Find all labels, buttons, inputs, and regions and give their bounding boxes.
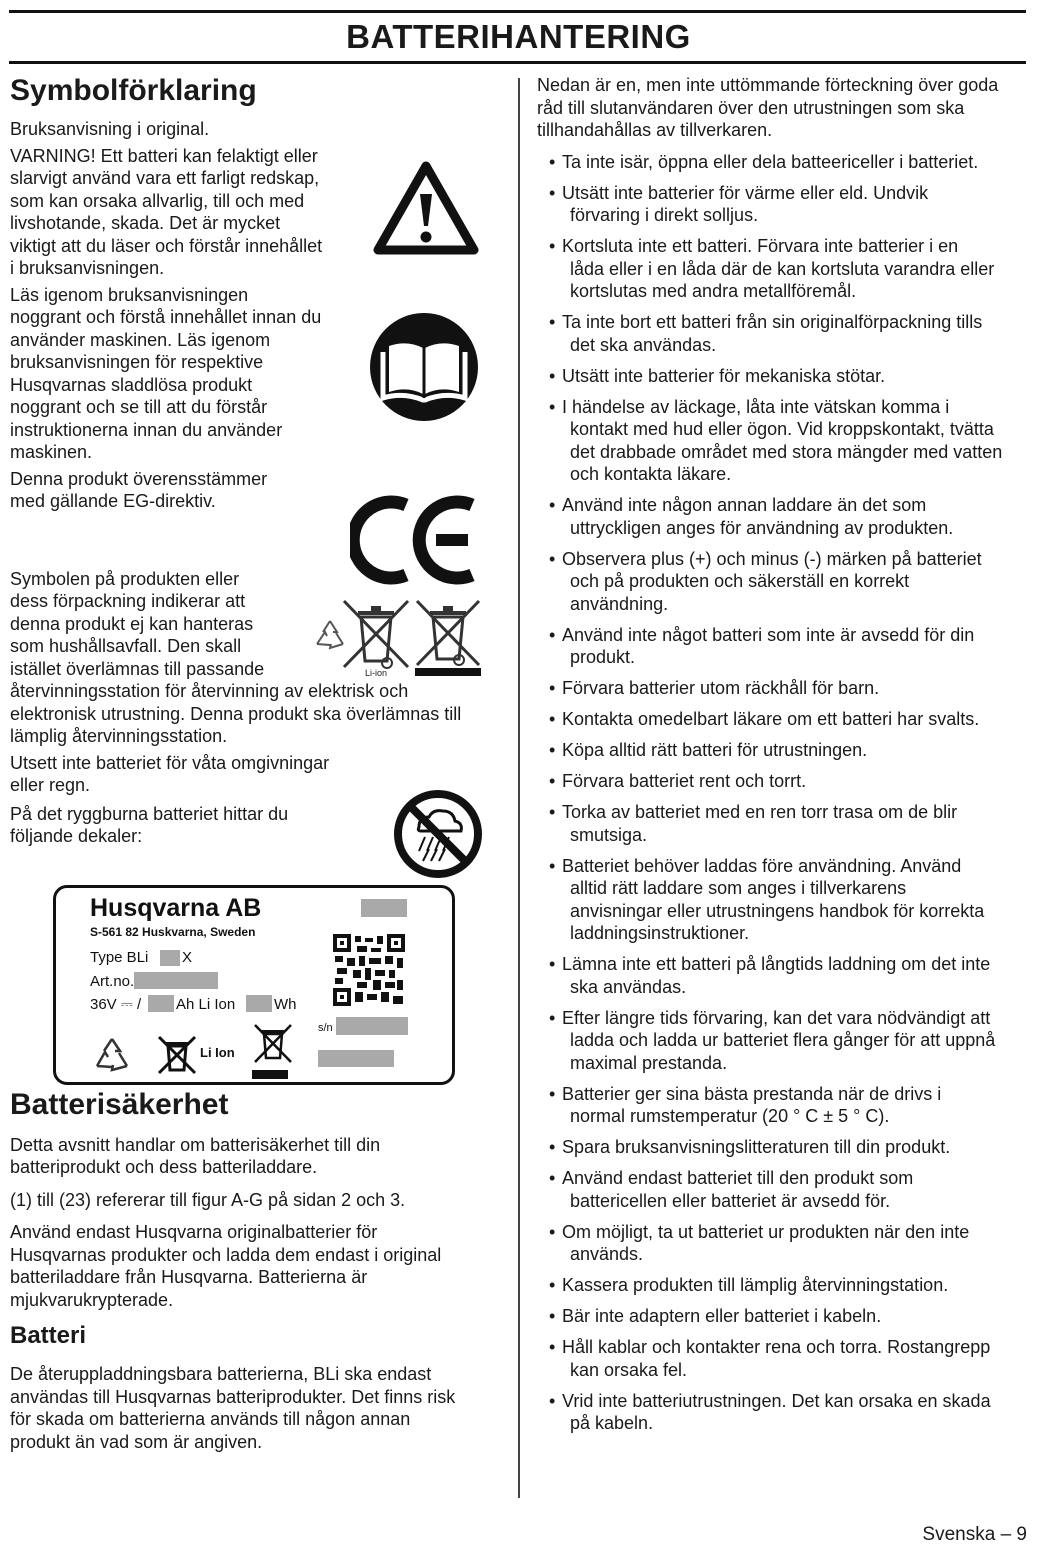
redacted-field xyxy=(160,950,180,966)
bullet-text: kan orsaka fel. xyxy=(570,1359,688,1380)
bullet-dot: • xyxy=(549,548,556,569)
text-line: VARNING! Ett batteri kan felaktigt eller xyxy=(10,145,318,166)
bullet-item xyxy=(537,182,1027,227)
bullet-text: alltid rätt laddare som anges i tillverkarens xyxy=(570,878,907,898)
bullet-text: kortslutas med andra metallföremål. xyxy=(570,281,857,301)
text-line: Utsett inte batteriet för våta omgivningar xyxy=(10,752,330,773)
bullet-text: det drabbade området med stora mängder med vatten xyxy=(570,441,1003,462)
bullet-item xyxy=(537,708,1027,731)
left-column xyxy=(10,70,510,1453)
bullet-item xyxy=(537,855,1027,945)
text-line: De återuppladdningsbara batterierna, BLi ska endast xyxy=(10,1364,432,1384)
text-line: elektronisk utrustning. Denna produkt ska överlämnas till xyxy=(10,703,462,724)
bullet-text: I händelse av läckage, låta inte vätskan komma i xyxy=(562,396,950,417)
bullet-dot: • xyxy=(549,236,556,256)
bullet-dot: • xyxy=(549,709,556,729)
bullet-item xyxy=(537,494,1027,539)
text-line: i bruksanvisningen. xyxy=(10,258,165,278)
text-line: instruktionerna innan du använder xyxy=(10,419,283,440)
decal-li-ion: Li Ion xyxy=(200,1045,235,1060)
bullet-text: Vrid inte batteriutrustningen. Det kan orsaka en skada xyxy=(562,1390,991,1411)
bullet-item xyxy=(537,677,1027,700)
bullet-item xyxy=(537,1221,1027,1266)
bullet-item xyxy=(537,1007,1027,1075)
bullet-dot: • xyxy=(549,365,556,386)
text-line: som kan orsaka allvarlig, till och med xyxy=(10,190,305,211)
read-manual-paragraph xyxy=(10,284,360,464)
bullet-text: maximal prestanda. xyxy=(570,1052,728,1073)
bullet-dot: • xyxy=(549,1275,556,1295)
battery-heading: Batteri xyxy=(10,1322,87,1349)
redacted-field xyxy=(148,995,174,1012)
bullet-item xyxy=(537,311,1027,356)
bullet-item xyxy=(537,396,1027,486)
bullet-text: Kassera produkten till lämplig återvinningstation. xyxy=(562,1275,949,1295)
bullet-text: Utsätt inte batterier för mekaniska stötar. xyxy=(562,365,886,386)
bullet-dot: • xyxy=(549,1390,556,1411)
bullet-dot: • xyxy=(549,771,556,791)
bullet-text: Håll kablar och kontakter rena och torra. Rostangrepp xyxy=(562,1337,991,1357)
decal-type: Type BLi xyxy=(90,949,149,966)
decal-wh: Wh xyxy=(274,996,297,1013)
crossed-bin-li-ion-icon xyxy=(340,597,412,673)
text-line: livshotande, skada. Det är mycket xyxy=(10,213,281,233)
decal-ah-li-ion: Ah Li Ion xyxy=(176,996,236,1013)
bullet-text: Bär inte adaptern eller batteriet i kabeln. xyxy=(562,1306,882,1326)
safety-heading: Batterisäkerhet xyxy=(10,1087,229,1121)
redacted-field xyxy=(318,1050,394,1067)
text-line: för skada om batterierna används till någon annan xyxy=(10,1409,411,1429)
bullet-dot: • xyxy=(549,1137,556,1157)
text-line: mjukvarukrypterade. xyxy=(10,1289,174,1310)
bullet-text: Använd endast batteriet till den produkt som xyxy=(562,1168,914,1188)
text-line: batteriprodukt och dess batteriladdare. xyxy=(10,1157,318,1177)
bullet-item xyxy=(537,151,1027,174)
bullet-text: Efter längre tids förvaring, kan det vara nödvändigt att xyxy=(562,1007,991,1028)
bullet-text: laddningsinstruktioner. xyxy=(570,923,750,943)
warning-paragraph xyxy=(10,145,360,280)
bullet-text: Ta inte isär, öppna eller dela batteericeller i batteriet. xyxy=(562,151,979,172)
bullet-dot: • xyxy=(549,396,556,417)
bullet-item xyxy=(537,770,1027,793)
bullet-dot: • xyxy=(549,1221,556,1242)
text-line: återvinningsstation för återvinning av elektrisk och xyxy=(10,681,409,701)
no-rain-icon xyxy=(393,789,483,879)
text-line: Nedan är en, men inte uttömmande förteckning över goda xyxy=(537,75,999,95)
bullet-text: Använd inte något batteri som inte är avsedd för din xyxy=(562,624,975,645)
decal-crossed-bin-icon xyxy=(156,1034,198,1076)
page-title: BATTERIHANTERING xyxy=(346,18,691,55)
bullet-text: uttryckligen anges för användning av produkten. xyxy=(570,517,954,538)
text-line: På det ryggburna batteriet hittar du xyxy=(10,803,289,824)
text-line: tillhandahållas av tillverkaren. xyxy=(537,120,773,140)
bullet-text: används. xyxy=(570,1244,644,1264)
column-divider xyxy=(518,78,520,1498)
original-battery-paragraph xyxy=(10,1221,510,1311)
text-line: Husqvarnas produkter och ladda dem endast i original xyxy=(10,1244,442,1265)
bullet-text: Kontakta omedelbart läkare om ett batteri har svalts. xyxy=(562,709,980,729)
bullet-text: battericellen eller batteriet är avsedd för. xyxy=(570,1190,891,1211)
text-line: maskinen. xyxy=(10,442,93,462)
bullet-dot: • xyxy=(549,954,556,974)
bullet-text: Förvara batteriet rent och torrt. xyxy=(562,771,807,791)
ce-paragraph xyxy=(10,468,360,513)
top-rule xyxy=(9,10,1026,13)
figure-reference: (1) till (23) refererar till figur A-G på sidan 2 och 3. xyxy=(10,1189,406,1210)
bullet-text: ska användas. xyxy=(570,976,687,997)
text-line: som hushållsavfall. Den skall xyxy=(10,636,242,656)
text-line: Läs igenom bruksanvisningen xyxy=(10,284,249,305)
bullet-text: Använd inte någon annan laddare än det som xyxy=(562,495,927,515)
bullet-item xyxy=(537,1390,1027,1435)
li-ion-small-label: Li-ion xyxy=(365,668,388,678)
text-line: med gällande EG-direktiv. xyxy=(10,491,216,511)
bullet-text: kontakt med hud eller ögon. Vid kroppskontakt, tvätta xyxy=(570,419,994,439)
text-line: följande dekaler: xyxy=(10,826,143,846)
text-line: Detta avsnitt handlar om batterisäkerhet till din xyxy=(10,1134,381,1155)
bullet-dot: • xyxy=(549,312,556,332)
battery-decal xyxy=(53,885,455,1085)
bullet-item xyxy=(537,1083,1027,1128)
decal-crossed-bin-bar-icon xyxy=(252,1022,294,1076)
bullet-item xyxy=(537,801,1027,846)
text-line: Husqvarnas sladdlösa produkt xyxy=(10,374,253,395)
bullet-text: Batterier ger sina bästa prestanda när de drivs i xyxy=(562,1083,942,1104)
bullet-item xyxy=(537,739,1027,762)
read-manual-icon xyxy=(369,312,479,422)
text-line: noggrant och se till att du förstår xyxy=(10,397,268,417)
bullet-text: det ska användas. xyxy=(570,334,717,355)
text-line: bruksanvisningen för respektive xyxy=(10,352,264,372)
page-number: Svenska – 9 xyxy=(922,1524,1027,1545)
bullet-dot: • xyxy=(549,855,556,876)
bullet-dot: • xyxy=(549,740,556,760)
text-line: lämplig återvinningsstation. xyxy=(10,726,228,746)
text-line: denna produkt ej kan hanteras xyxy=(10,613,254,634)
bullet-text: ladda och ladda ur batteriet flera gånger för att uppnå xyxy=(570,1030,996,1050)
original-note: Bruksanvisning i original. xyxy=(10,119,210,139)
decal-type-suffix: X xyxy=(182,949,193,966)
intro-paragraph xyxy=(537,74,1027,142)
text-line: Symbolen på produkten eller xyxy=(10,568,240,589)
text-line: noggrant och förstå innehållet innan du xyxy=(10,307,322,327)
decal-black-bar xyxy=(252,1070,288,1079)
bullet-item xyxy=(537,624,1027,669)
bullet-dot: • xyxy=(549,624,556,645)
bullet-text: Kortsluta inte ett batteri. Förvara inte batterier i en xyxy=(562,236,959,256)
bullet-dot: • xyxy=(549,151,556,172)
text-line: slarvigt använd vara ett farligt redskap, xyxy=(10,168,320,188)
text-line: Använd endast Husqvarna originalbatterier för xyxy=(10,1222,378,1242)
bullet-item xyxy=(537,1274,1027,1297)
bullet-text: Torka av batteriet med en ren torr trasa om de blir xyxy=(562,802,958,822)
bullet-text: låda eller i en låda där de kan kortsluta varandra eller xyxy=(570,258,995,279)
bullet-dot: • xyxy=(549,1007,556,1028)
bullet-text: och kontakta läkare. xyxy=(570,464,732,484)
text-line: produkt än vad som är angiven. xyxy=(10,1431,263,1452)
decal-sn: s/n xyxy=(318,1022,333,1034)
text-line: användas till Husqvarnas batteriprodukter. Det finns risk xyxy=(10,1386,456,1407)
bullet-dot: • xyxy=(549,1168,556,1188)
decal-address: S-561 82 Huskvarna, Sweden xyxy=(90,925,256,939)
bullet-text: Spara bruksanvisningslitteraturen till din produkt. xyxy=(562,1137,951,1157)
bullet-item xyxy=(537,1336,1027,1381)
bullet-item xyxy=(537,1305,1027,1328)
bullet-text: Lämna inte ett batteri på långtids laddning om det inte xyxy=(562,954,991,974)
text-line: Denna produkt överensstämmer xyxy=(10,468,268,489)
bullet-item xyxy=(537,953,1027,998)
bullet-dot: • xyxy=(549,678,556,698)
warning-triangle-icon xyxy=(372,158,480,256)
bullet-item xyxy=(537,1136,1027,1159)
text-line: batteriladdare från Husqvarna. Batterierna är xyxy=(10,1267,368,1287)
bullet-item xyxy=(537,235,1027,303)
redacted-field xyxy=(361,899,407,917)
bullet-text: Batteriet behöver laddas före användning. Använd xyxy=(562,855,962,876)
bullet-dot: • xyxy=(549,495,556,515)
bullet-text: produkt. xyxy=(570,647,636,667)
qr-code-icon xyxy=(333,934,405,1006)
text-line: eller regn. xyxy=(10,775,91,795)
bullet-text: Ta inte bort ett batteri från sin originalförpackning tills xyxy=(562,312,983,332)
ce-mark-icon xyxy=(350,495,480,585)
decal-company: Husqvarna AB xyxy=(90,894,262,922)
text-line: använder maskinen. Läs igenom xyxy=(10,329,271,350)
text-line: istället överlämnas till passande xyxy=(10,658,265,679)
bullet-text: förvaring i direkt solljus. xyxy=(570,205,759,225)
battery-paragraph xyxy=(10,1363,510,1453)
bullet-dot: • xyxy=(549,1306,556,1326)
bullet-text: Utsätt inte batterier för värme eller eld. Undvik xyxy=(562,182,929,203)
bullet-text: anvisningar eller utrustningens handbok för korrekta xyxy=(570,900,985,921)
bullet-dot: • xyxy=(549,182,556,203)
bullet-text: Om möjligt, ta ut batteriet ur produkten när den inte xyxy=(562,1221,970,1242)
bullet-item xyxy=(537,365,1027,388)
bullet-dot: • xyxy=(549,1083,556,1104)
symbol-heading: Symbolförklaring xyxy=(10,74,257,107)
decal-voltage: 36V ⎓ / xyxy=(90,996,142,1013)
safety-paragraph xyxy=(10,1134,510,1179)
bullet-text: smutsiga. xyxy=(570,824,648,845)
decal-art-no: Art.no. xyxy=(90,973,135,990)
bullet-dot: • xyxy=(549,802,556,822)
bullet-text: på kabeln. xyxy=(570,1413,654,1433)
redacted-field xyxy=(336,1017,408,1035)
right-column xyxy=(537,74,1027,1443)
text-line: viktigt att du läser och förstår innehållet xyxy=(10,235,323,256)
bullet-text: användning. xyxy=(570,593,669,614)
text-line: dess förpackning indikerar att xyxy=(10,591,246,611)
redacted-field xyxy=(134,972,218,989)
text-line: råd till slutanvändaren över den utrustningen som ska xyxy=(537,97,965,118)
safety-bullet-list xyxy=(537,151,1027,1435)
redacted-field xyxy=(246,995,272,1012)
bullet-text: Köpa alltid rätt batteri för utrustningen. xyxy=(562,740,868,760)
decal-recycle-icon xyxy=(92,1036,132,1074)
bullet-dot: • xyxy=(549,1337,556,1357)
bullet-item xyxy=(537,1167,1027,1212)
bullet-text: Förvara batterier utom räckhåll för barn. xyxy=(562,678,880,698)
bullet-text: Observera plus (+) och minus (-) märken på batteriet xyxy=(562,548,982,569)
crossed-bin-icon xyxy=(413,597,483,677)
bullet-text: och på produkten och säkerställ en korrekt xyxy=(570,571,910,591)
title-underline xyxy=(9,61,1026,64)
bullet-item xyxy=(537,548,1027,616)
bullet-text: normal rumstemperatur (20 ° C ± 5 ° C). xyxy=(570,1106,890,1126)
